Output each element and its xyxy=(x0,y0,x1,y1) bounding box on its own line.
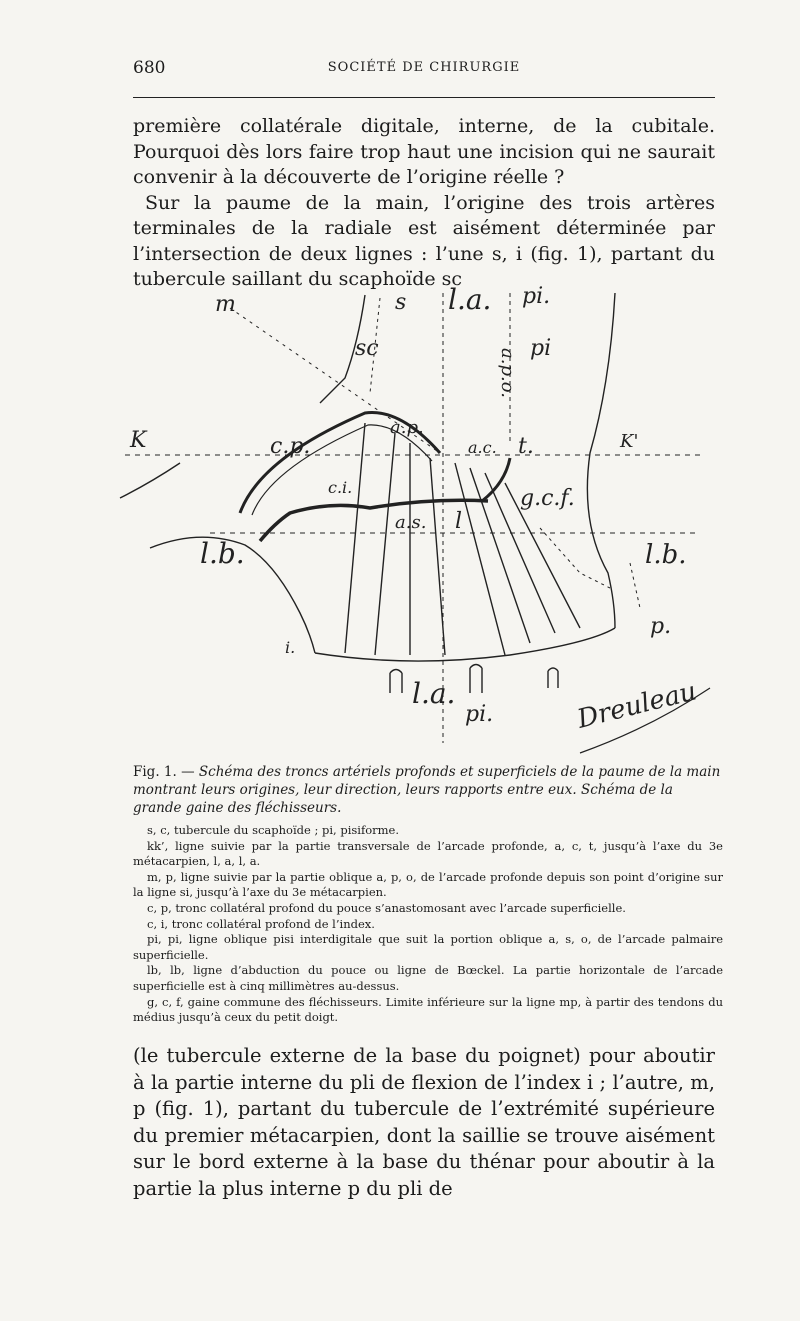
legend-item: lb, lb, ligne d’abduction du pouce ou ligne de Bœckel. La partie horizontale de l’arcade superficielle est à cinq millimètres au-dessus. xyxy=(133,963,723,993)
legend-item: kk’, ligne suivie par la partie transversale de l’arcade profonde, a, c, t, jusqu’à l’axe du 3e métacarpien, l, a, l, a. xyxy=(133,838,723,869)
figure-caption xyxy=(133,763,723,817)
label-i: i. xyxy=(285,638,296,657)
label-m: m xyxy=(215,292,236,317)
label-cp: c.p. xyxy=(270,434,311,459)
label-pi-top: pi. xyxy=(522,284,551,309)
signature: Dreuleau xyxy=(574,676,700,735)
legend-item: s, c, tubercule du scaphoïde ; pi, pisiforme. xyxy=(147,823,400,837)
running-title: SOCIÉTÉ DE CHIRURGIE xyxy=(327,60,521,75)
label-k: K xyxy=(130,428,147,453)
paragraph: première collatérale digitale, interne, de la cubitale. Pourquoi dès lors faire trop haut une incision qui ne saurait convenir à la découverte de l’origine réelle ? xyxy=(133,115,715,188)
header-rule xyxy=(133,97,715,98)
label-sc: sc xyxy=(355,336,379,361)
body-text-top xyxy=(133,114,715,293)
page-number: 680 xyxy=(133,58,166,78)
label-lb-right: l.b. xyxy=(645,540,687,570)
label-ci: c.i. xyxy=(328,478,353,497)
body-text-bottom xyxy=(133,1043,715,1202)
figure-label: Fig. 1. — xyxy=(133,764,195,780)
label-k-prime: K' xyxy=(620,431,639,452)
label-ac: a.c. xyxy=(468,438,497,457)
paragraph: Sur la paume de la main, l’origine des trois artères terminales de la radiale est aisément déterminée par l’intersection de deux lignes : l’une s, i (fig. 1), partant du tubercule saillant du scaphoïde sc xyxy=(133,191,715,290)
label-ap: a.p. xyxy=(390,417,424,438)
label-pi-bottom: pi. xyxy=(465,702,494,727)
legend-item: c, i, tronc collatéral profond de l’index. xyxy=(147,916,375,931)
label-as: a.s. xyxy=(395,512,427,533)
legend-item: g, c, f, gaine commune des fléchisseurs. Limite inférieure sur la ligne mp, à partir des tendons du médius jusqu’à ceux du petit doigt. xyxy=(133,994,723,1025)
label-gcf: g.c.f. xyxy=(520,486,575,511)
paragraph: (le tubercule externe de la base du poignet) pour aboutir à la partie interne du pli de flexion de l’index i ; l’autre, m, p (fig. 1), partant du tubercule de l’extrémité supérieure du premier métacarpien, dont la saillie se trouve aisément sur le bord externe à la base du thénar pour aboutir à la partie la plus interne p du pli de xyxy=(133,1044,715,1200)
label-pi-right: pi xyxy=(530,336,552,361)
legend-item: c, p, tronc collatéral profond du pouce s’anastomosant avec l’arcade superficielle. xyxy=(147,900,626,915)
label-s: s xyxy=(395,290,407,315)
running-header xyxy=(133,58,715,88)
legend-item: m, p, ligne suivie par la partie oblique a, p, o, de l’arcade profonde depuis son point d’origine sur la ligne si, jusqu’à l’axe du 3e métacarpien. xyxy=(133,869,723,900)
label-p: p. xyxy=(650,614,672,639)
label-t: t. xyxy=(518,434,534,459)
label-la-top: l.a. xyxy=(448,283,492,316)
legend-item: pi, pi, ligne oblique pisi interdigitale que suit la portion oblique a, s, o, de l’arcade palmaire superficielle. xyxy=(133,932,723,962)
figure-hand-diagram xyxy=(110,283,730,763)
label-lb-left: l.b. xyxy=(200,537,245,570)
anatomical-sketch xyxy=(110,283,730,763)
label-l: l xyxy=(455,509,463,534)
label-apo: a.p.o. xyxy=(497,348,518,398)
caption-text: Schéma des troncs artériels profonds et superficiels de la paume de la main montrant leurs origines, leur direction, leurs rapports entre eux. Schéma de la grande gaine des fléchisseurs. xyxy=(133,764,721,816)
figure-legend xyxy=(133,823,723,1026)
label-la-bottom: l.a. xyxy=(412,677,456,710)
